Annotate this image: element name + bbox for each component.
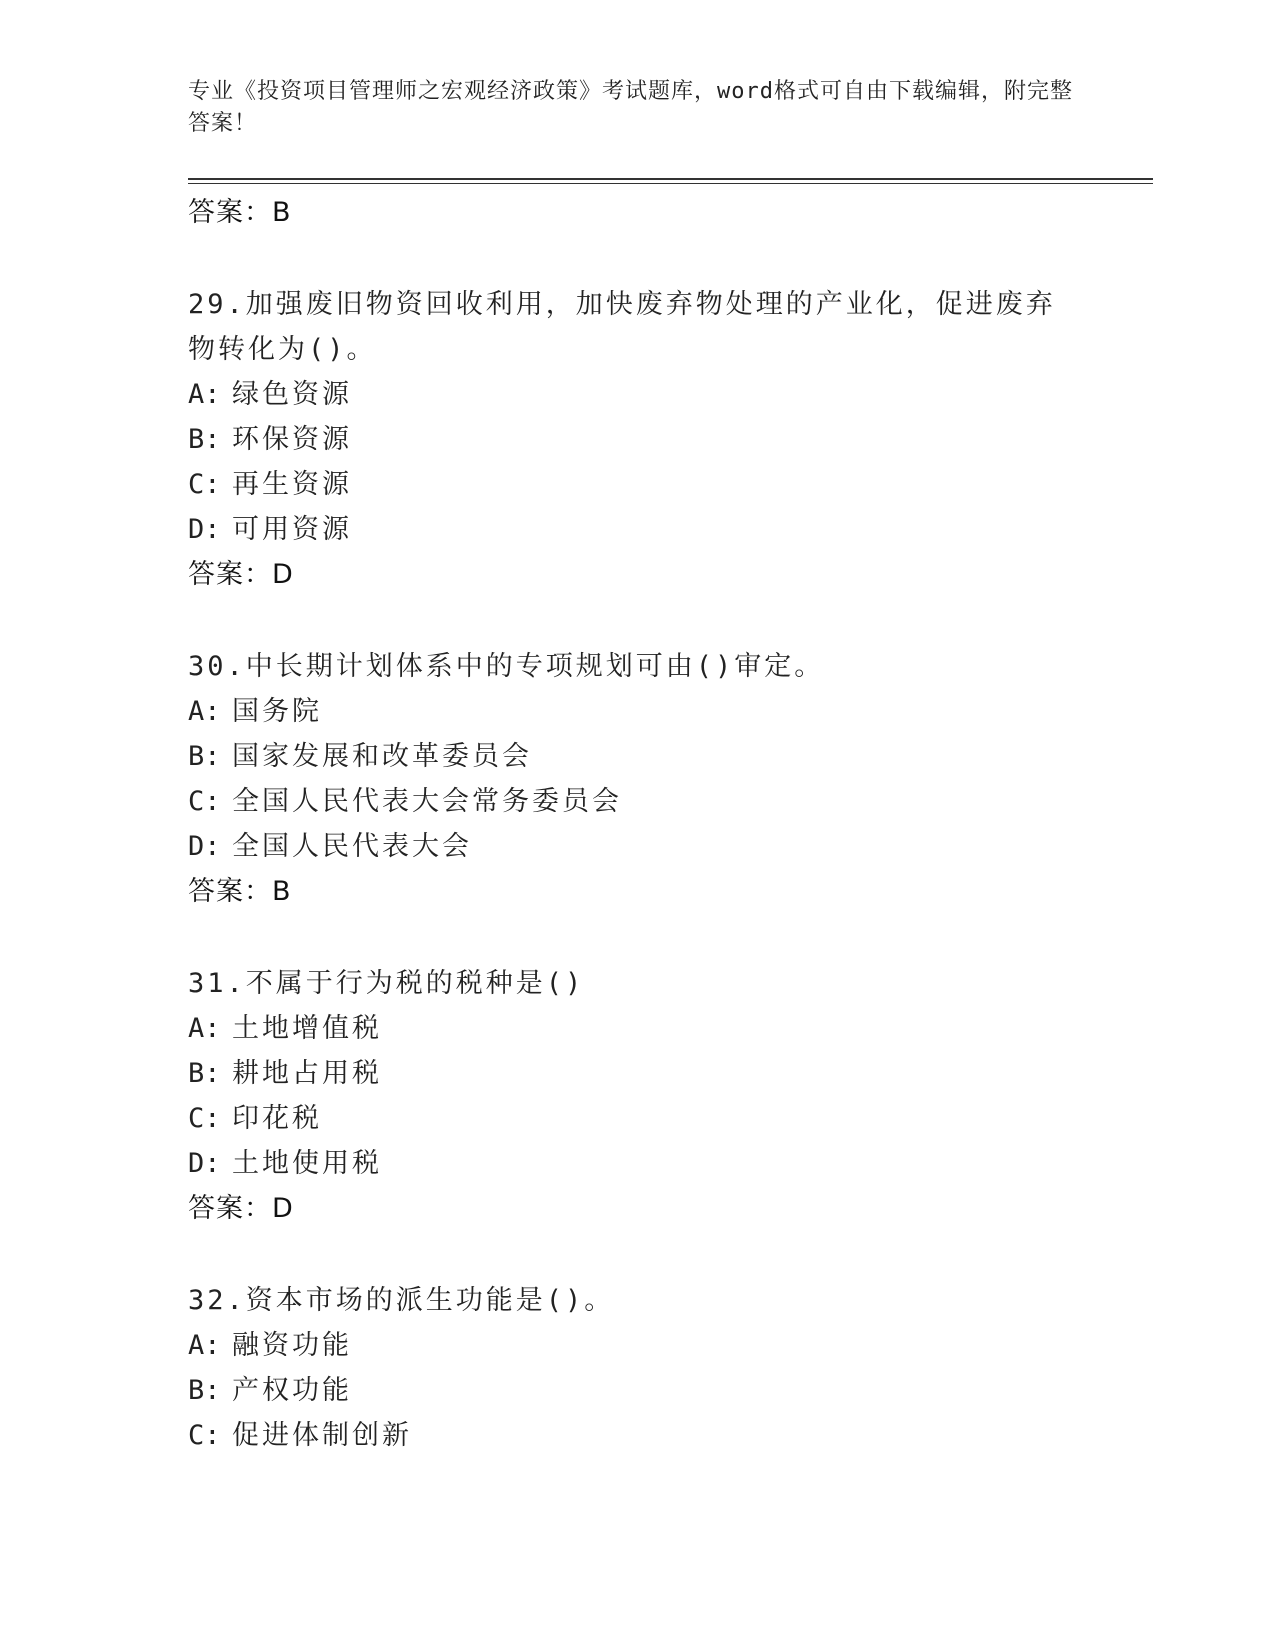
option-b	[188, 1368, 1148, 1413]
option-a	[188, 372, 1148, 417]
option-b	[188, 734, 1148, 779]
block-spacer	[188, 1232, 1148, 1278]
option-key: D:	[188, 514, 221, 545]
option-a	[188, 689, 1148, 734]
answer-line: 答案：B	[188, 197, 292, 228]
option-text: 融资功能	[232, 1330, 352, 1361]
option-text: 全国人民代表大会常务委员会	[232, 786, 622, 817]
option-key: A:	[188, 1013, 221, 1044]
option-c	[188, 779, 1148, 824]
option-text: 可用资源	[232, 514, 352, 545]
option-key: B:	[188, 1058, 221, 1089]
option-c	[188, 1096, 1148, 1141]
page-header-text: 专业《投资项目管理师之宏观经济政策》考试题库，word格式可自由下载编辑，附完整答案！	[188, 79, 1073, 136]
answer-line: 答案：D	[188, 1193, 294, 1224]
option-text: 印花税	[232, 1103, 322, 1134]
option-b	[188, 1051, 1148, 1096]
option-key: A:	[188, 1330, 221, 1361]
option-key: A:	[188, 696, 221, 727]
option-key: C:	[188, 786, 221, 817]
option-c	[188, 1413, 1148, 1458]
option-key: C:	[188, 469, 221, 500]
block-spacer	[188, 598, 1148, 644]
option-key: D:	[188, 1148, 221, 1179]
question-text: 30.中长期计划体系中的专项规划可由()审定。	[188, 651, 825, 682]
option-text: 再生资源	[232, 469, 352, 500]
option-text: 土地使用税	[232, 1148, 382, 1179]
option-text: 耕地占用税	[232, 1058, 382, 1089]
option-key: B:	[188, 741, 221, 772]
block-spacer	[188, 236, 1148, 282]
question-list	[188, 190, 1148, 1458]
option-d	[188, 507, 1148, 552]
header-divider-thick	[188, 178, 1153, 180]
answer-line: 答案：B	[188, 876, 292, 907]
answer-line: 答案：D	[188, 559, 294, 590]
option-b	[188, 417, 1148, 462]
option-key: C:	[188, 1103, 221, 1134]
option-text: 国务院	[232, 696, 322, 727]
option-text: 环保资源	[232, 424, 352, 455]
header-divider-thin	[188, 183, 1153, 184]
option-text: 产权功能	[232, 1375, 352, 1406]
option-key: B:	[188, 1375, 221, 1406]
question-text: 32.资本市场的派生功能是()。	[188, 1285, 615, 1316]
option-a	[188, 1323, 1148, 1368]
option-key: B:	[188, 424, 221, 455]
option-key: D:	[188, 831, 221, 862]
option-text: 全国人民代表大会	[232, 831, 472, 862]
option-key: C:	[188, 1420, 221, 1451]
question-text: 31.不属于行为税的税种是()	[188, 968, 585, 999]
option-text: 土地增值税	[232, 1013, 382, 1044]
option-text: 促进体制创新	[232, 1420, 412, 1451]
option-text: 国家发展和改革委员会	[232, 741, 532, 772]
option-a	[188, 1006, 1148, 1051]
option-d	[188, 824, 1148, 869]
option-text: 绿色资源	[232, 379, 352, 410]
option-c	[188, 462, 1148, 507]
question-text: 29.加强废旧物资回收利用，加快废弃物处理的产业化，促进废弃物转化为()。	[188, 289, 1056, 365]
block-spacer	[188, 915, 1148, 961]
option-key: A:	[188, 379, 221, 410]
option-d	[188, 1141, 1148, 1186]
